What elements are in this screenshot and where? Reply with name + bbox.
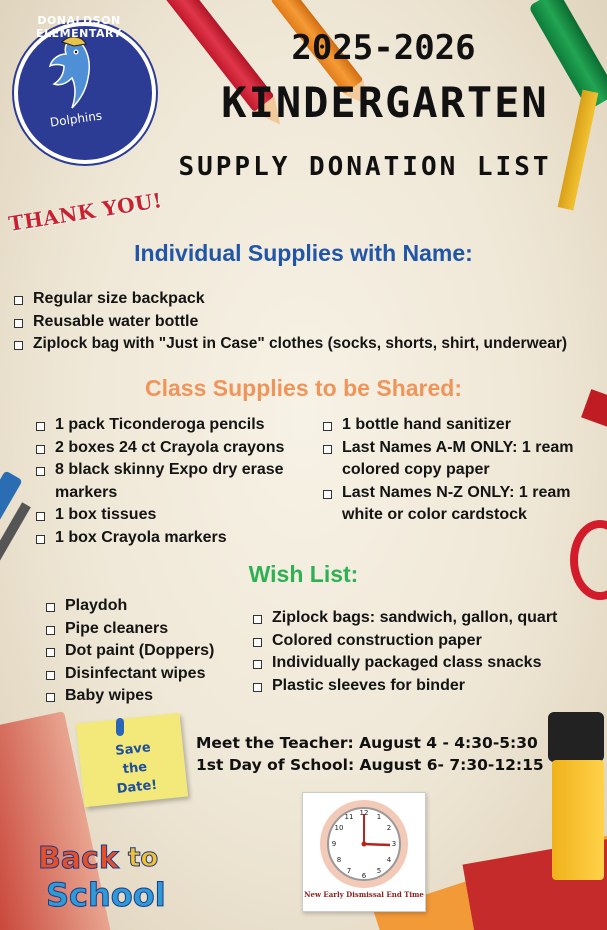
highlighter-decoration [552, 760, 604, 880]
date-word: Date! [116, 777, 158, 797]
svg-text:12: 12 [359, 809, 369, 817]
wish-list-left [46, 595, 246, 708]
list-item: Reusable water bottle [14, 311, 604, 334]
svg-text:Back: Back [38, 841, 119, 876]
class-supplies-list-right [323, 414, 598, 527]
list-item: Ziplock bag with "Just in Case" clothes (socks, shorts, shirt, underwear) [14, 333, 604, 356]
clock-caption: New Early Dismissal End Time [304, 890, 424, 899]
list-item: Last Names N-Z ONLY: 1 ream white or color cardstock [323, 482, 598, 527]
logo-school-name: DONALDSON ELEMENTARY [36, 14, 122, 40]
first-day-date: 1st Day of School: August 6- 7:30-12:15 [196, 756, 544, 774]
list-item: Dot paint (Doppers) [46, 640, 246, 663]
class-supplies-list-left [36, 414, 304, 549]
svg-text:7: 7 [346, 867, 352, 875]
svg-text:9: 9 [331, 840, 337, 848]
list-item: Individually packaged class snacks [253, 652, 573, 675]
svg-text:5: 5 [376, 867, 382, 875]
svg-text:6: 6 [361, 872, 367, 880]
list-item: Colored construction paper [253, 630, 573, 653]
list-item: 1 pack Ticonderoga pencils [36, 414, 304, 437]
list-item: 1 box tissues [36, 504, 304, 527]
svg-text:to: to [128, 843, 159, 873]
meet-teacher-date: Meet the Teacher: August 4 - 4:30-5:30 [196, 734, 538, 752]
school-year-title: 2025-2026 [291, 28, 476, 68]
thank-you-stamp: THANK YOU! [7, 188, 164, 236]
list-item: Plastic sleeves for binder [253, 675, 573, 698]
list-item: Baby wipes [46, 685, 246, 708]
individual-supplies-list [14, 288, 604, 356]
class-supplies-heading: Class Supplies to be Shared: [145, 375, 462, 401]
svg-text:1: 1 [376, 813, 382, 821]
list-item: Last Names A-M ONLY: 1 ream colored copy paper [323, 437, 598, 482]
svg-text:School: School [46, 876, 166, 914]
save-the-date-text [92, 736, 178, 801]
save-word: Save [114, 740, 152, 759]
list-item: 8 black skinny Expo dry erase markers [36, 459, 304, 504]
scissors-decoration [570, 520, 607, 600]
grade-title: KINDERGARTEN [221, 78, 549, 127]
list-item: 1 box Crayola markers [36, 527, 304, 550]
svg-text:10: 10 [334, 824, 344, 832]
wish-list-heading: Wish List: [248, 561, 359, 587]
svg-text:4: 4 [386, 856, 392, 864]
svg-text:11: 11 [344, 813, 354, 821]
list-item: Ziplock bags: sandwich, gallon, quart [253, 607, 573, 630]
logo-mascot-name: Dolphins [49, 108, 103, 130]
svg-text:2: 2 [386, 824, 392, 832]
pen-tip-decoration [0, 502, 31, 568]
list-item: Playdoh [46, 595, 246, 618]
push-pin-icon [116, 718, 124, 736]
list-item: 2 boxes 24 ct Crayola crayons [36, 437, 304, 460]
svg-text:3: 3 [391, 840, 397, 848]
the-word: the [122, 759, 148, 778]
list-item: Disinfectant wipes [46, 663, 246, 686]
list-item: Pipe cleaners [46, 618, 246, 641]
wish-list-right [253, 607, 573, 697]
list-item: Regular size backpack [14, 288, 604, 311]
list-item: 1 bottle hand sanitizer [323, 414, 598, 437]
back-to-school-graphic [36, 834, 206, 914]
svg-text:8: 8 [336, 856, 342, 864]
list-subtitle: SUPPLY DONATION LIST [178, 152, 552, 182]
individual-supplies-heading: Individual Supplies with Name: [134, 240, 473, 266]
clock-icon [314, 798, 414, 890]
important-dates [196, 732, 596, 776]
